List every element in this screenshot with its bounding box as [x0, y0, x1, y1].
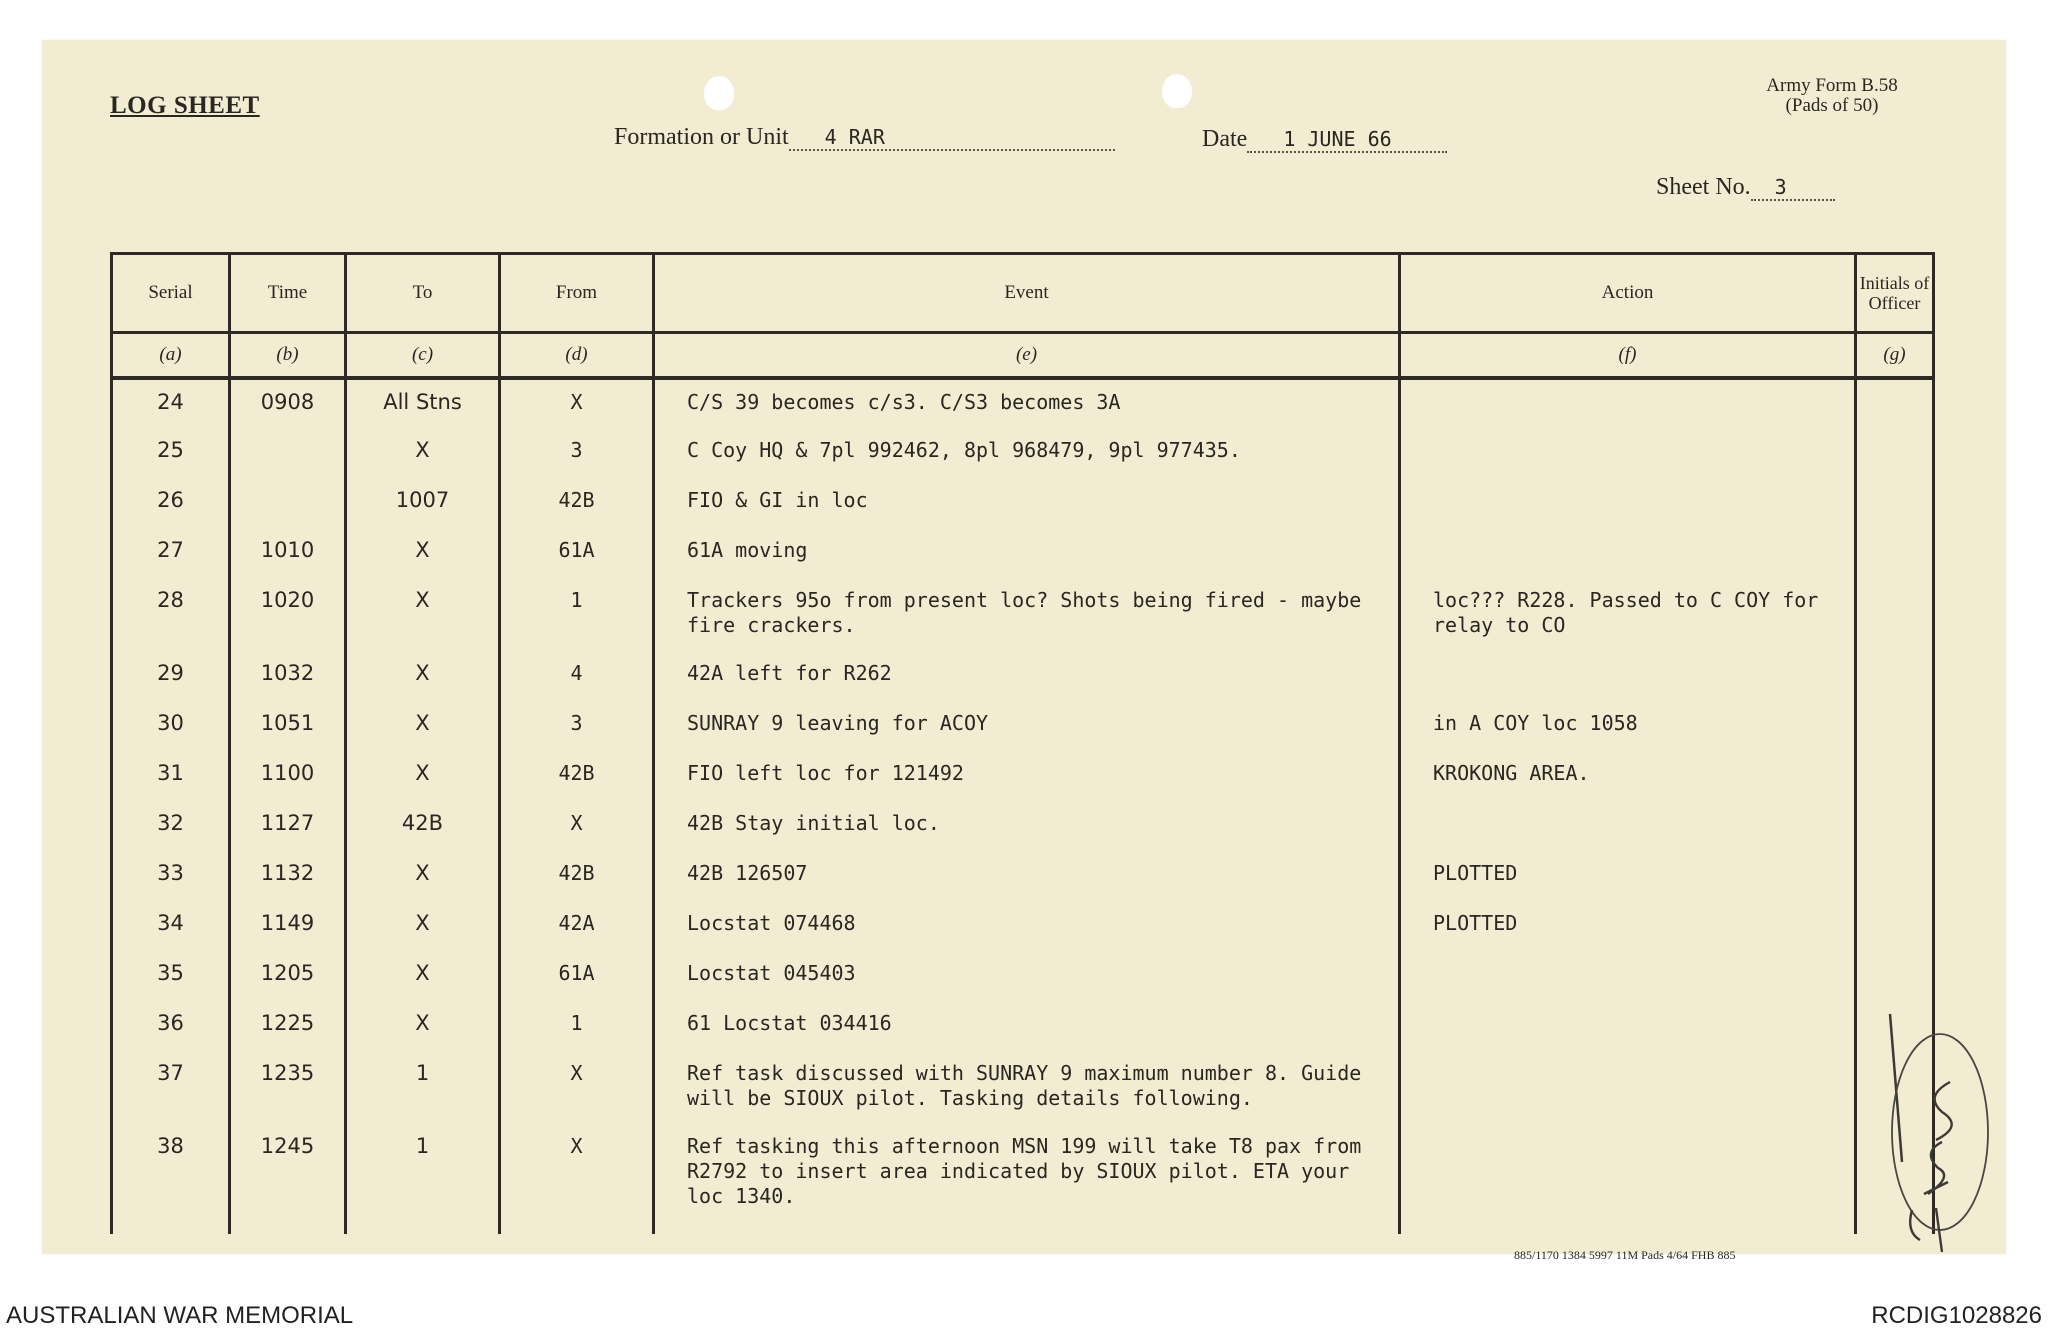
initials-cell	[1856, 951, 1934, 1001]
serial-cell: 35	[112, 951, 230, 1001]
action-cell	[1400, 528, 1856, 578]
from-cell: X	[500, 1051, 654, 1124]
initials-cell	[1856, 751, 1934, 801]
time-cell: 1235	[230, 1051, 346, 1124]
column-header: Event	[654, 254, 1400, 333]
log-sheet-paper	[42, 40, 2006, 1262]
to-cell: X	[346, 951, 500, 1001]
action-cell	[1400, 1051, 1856, 1124]
serial-cell: 34	[112, 901, 230, 951]
action-cell: in A COY loc 1058	[1400, 701, 1856, 751]
to-cell: X	[346, 1001, 500, 1051]
serial-cell: 37	[112, 1051, 230, 1124]
from-cell: 42A	[500, 901, 654, 951]
log-table	[110, 252, 1935, 1234]
to-cell: X	[346, 751, 500, 801]
serial-cell: 26	[112, 478, 230, 528]
from-cell: 3	[500, 428, 654, 478]
officer-signature	[1880, 1012, 1992, 1272]
to-cell: 42B	[346, 801, 500, 851]
sheet-label: Sheet No.	[1656, 174, 1751, 200]
form-number: Army Form B.58	[1766, 75, 1898, 96]
column-letter: (g)	[1856, 333, 1934, 379]
page-title: LOG SHEET	[110, 92, 260, 119]
from-cell: 1	[500, 1001, 654, 1051]
serial-cell: 38	[112, 1124, 230, 1234]
event-cell: Ref task discussed with SUNRAY 9 maximum number 8. Guide will be SIOUX pilot. Tasking details following.	[654, 1051, 1400, 1124]
to-cell: X	[346, 851, 500, 901]
footer-credit: AUSTRALIAN WAR MEMORIAL	[6, 1302, 354, 1329]
event-cell: 42B 126507	[654, 851, 1400, 901]
action-cell: loc??? R228. Passed to C COY for relay to CO	[1400, 578, 1856, 651]
event-cell: SUNRAY 9 leaving for ACOY	[654, 701, 1400, 751]
table-row	[112, 528, 1934, 578]
event-cell: C/S 39 becomes c/s3. C/S3 becomes 3A	[654, 378, 1400, 428]
event-cell: FIO & GI in loc	[654, 478, 1400, 528]
from-cell: 42B	[500, 851, 654, 901]
initials-cell	[1856, 651, 1934, 701]
time-cell: 1010	[230, 528, 346, 578]
date-field	[1202, 126, 1447, 153]
print-code: 885/1170 1384 5997 11M Pads 4/64 FHB 885	[1514, 1248, 1736, 1262]
table-row	[112, 478, 1934, 528]
event-cell: 42B Stay initial loc.	[654, 801, 1400, 851]
initials-cell	[1856, 378, 1934, 428]
initials-cell	[1856, 428, 1934, 478]
serial-cell: 25	[112, 428, 230, 478]
table-row	[112, 851, 1934, 901]
to-cell: X	[346, 901, 500, 951]
column-letter: (a)	[112, 333, 230, 379]
punch-hole	[704, 76, 734, 110]
to-cell: 1	[346, 1051, 500, 1124]
time-cell: 0908	[230, 378, 346, 428]
table-row	[112, 801, 1934, 851]
action-cell: PLOTTED	[1400, 851, 1856, 901]
time-cell: 1100	[230, 751, 346, 801]
action-cell	[1400, 378, 1856, 428]
column-header: Initials of Officer	[1856, 254, 1934, 333]
time-cell: 1127	[230, 801, 346, 851]
initials-cell	[1856, 801, 1934, 851]
event-cell: Locstat 074468	[654, 901, 1400, 951]
from-cell: X	[500, 378, 654, 428]
time-cell: 1149	[230, 901, 346, 951]
time-cell	[230, 428, 346, 478]
table-row	[112, 701, 1934, 751]
action-cell	[1400, 651, 1856, 701]
event-cell: C Coy HQ & 7pl 992462, 8pl 968479, 9pl 977435.	[654, 428, 1400, 478]
initials-cell	[1856, 901, 1934, 951]
footer-record-id: RCDIG1028826	[1871, 1302, 2042, 1329]
time-cell: 1205	[230, 951, 346, 1001]
initials-cell	[1856, 851, 1934, 901]
from-cell: 1	[500, 578, 654, 651]
log-entries	[112, 378, 1934, 1234]
from-cell: 61A	[500, 528, 654, 578]
action-cell	[1400, 428, 1856, 478]
event-cell: FIO left loc for 121492	[654, 751, 1400, 801]
time-cell: 1032	[230, 651, 346, 701]
action-cell	[1400, 801, 1856, 851]
table-row	[112, 578, 1934, 651]
to-cell: X	[346, 651, 500, 701]
from-cell: X	[500, 1124, 654, 1234]
column-letter: (e)	[654, 333, 1400, 379]
punch-hole	[1162, 74, 1192, 108]
serial-cell: 36	[112, 1001, 230, 1051]
form-pad-note: (Pads of 50)	[1785, 95, 1879, 116]
column-letter: (c)	[346, 333, 500, 379]
unit-field	[614, 124, 1115, 151]
to-cell: 1	[346, 1124, 500, 1234]
action-cell: PLOTTED	[1400, 901, 1856, 951]
column-letter-row	[112, 333, 1934, 379]
sheet-number-field	[1656, 174, 1835, 201]
unit-value: 4 RAR	[789, 125, 1115, 151]
to-cell: All Stns	[346, 378, 500, 428]
to-cell: 1007	[346, 478, 500, 528]
date-value: 1 JUNE 66	[1247, 127, 1447, 153]
time-cell: 1132	[230, 851, 346, 901]
serial-cell: 32	[112, 801, 230, 851]
column-header: From	[500, 254, 654, 333]
table-row	[112, 751, 1934, 801]
initials-cell	[1856, 478, 1934, 528]
event-cell: 42A left for R262	[654, 651, 1400, 701]
from-cell: 3	[500, 701, 654, 751]
initials-cell	[1856, 578, 1934, 651]
event-cell: Ref tasking this afternoon MSN 199 will take T8 pax from R2792 to insert area indicated by SIOUX pilot. ETA your loc 1340.	[654, 1124, 1400, 1234]
column-header: Action	[1400, 254, 1856, 333]
from-cell: 42B	[500, 751, 654, 801]
action-cell	[1400, 1001, 1856, 1051]
table-row	[112, 1124, 1934, 1234]
column-header: To	[346, 254, 500, 333]
column-letter: (d)	[500, 333, 654, 379]
column-header-row	[112, 254, 1934, 333]
from-cell: 61A	[500, 951, 654, 1001]
sheet-value: 3	[1751, 175, 1835, 201]
serial-cell: 33	[112, 851, 230, 901]
time-cell: 1051	[230, 701, 346, 751]
event-cell: Locstat 045403	[654, 951, 1400, 1001]
serial-cell: 27	[112, 528, 230, 578]
table-row	[112, 378, 1934, 428]
serial-cell: 31	[112, 751, 230, 801]
to-cell: X	[346, 701, 500, 751]
serial-cell: 28	[112, 578, 230, 651]
from-cell: 4	[500, 651, 654, 701]
from-cell: 42B	[500, 478, 654, 528]
time-cell: 1245	[230, 1124, 346, 1234]
time-cell: 1020	[230, 578, 346, 651]
serial-cell: 29	[112, 651, 230, 701]
time-cell	[230, 478, 346, 528]
column-letter: (b)	[230, 333, 346, 379]
column-header: Time	[230, 254, 346, 333]
from-cell: X	[500, 801, 654, 851]
initials-cell	[1856, 528, 1934, 578]
action-cell: KROKONG AREA.	[1400, 751, 1856, 801]
event-cell: Trackers 95o from present loc? Shots being fired - maybe fire crackers.	[654, 578, 1400, 651]
time-cell: 1225	[230, 1001, 346, 1051]
table-row	[112, 651, 1934, 701]
serial-cell: 30	[112, 701, 230, 751]
event-cell: 61A moving	[654, 528, 1400, 578]
column-header: Serial	[112, 254, 230, 333]
initials-cell	[1856, 701, 1934, 751]
date-label: Date	[1202, 126, 1248, 152]
table-row	[112, 901, 1934, 951]
unit-label: Formation or Unit	[614, 124, 789, 150]
table-row	[112, 428, 1934, 478]
to-cell: X	[346, 428, 500, 478]
form-identifier	[1682, 76, 1982, 116]
action-cell	[1400, 478, 1856, 528]
table-row	[112, 1001, 1934, 1051]
column-letter: (f)	[1400, 333, 1856, 379]
to-cell: X	[346, 578, 500, 651]
event-cell: 61 Locstat 034416	[654, 1001, 1400, 1051]
table-row	[112, 1051, 1934, 1124]
to-cell: X	[346, 528, 500, 578]
serial-cell: 24	[112, 378, 230, 428]
action-cell	[1400, 1124, 1856, 1234]
action-cell	[1400, 951, 1856, 1001]
table-row	[112, 951, 1934, 1001]
